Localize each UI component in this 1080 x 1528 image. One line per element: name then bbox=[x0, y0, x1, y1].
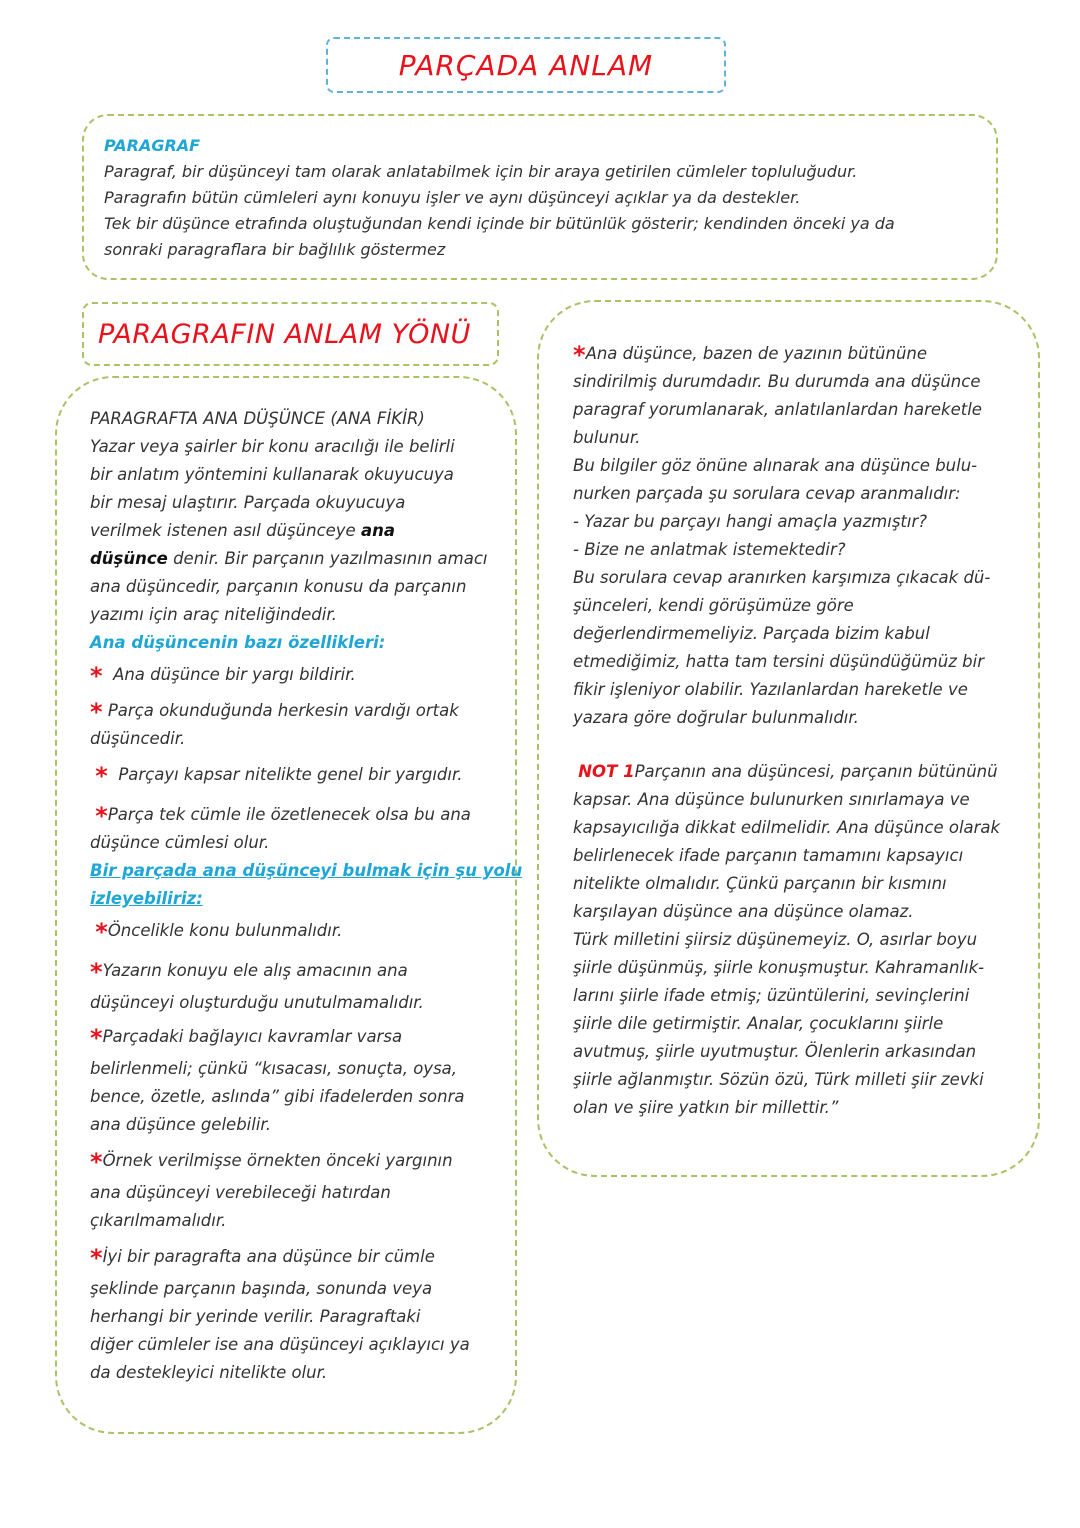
right-line: fikir işleniyor olabilir. Yazılanlardan hareketle ve bbox=[573, 680, 968, 699]
method-item-cont: ana düşünce gelebilir. bbox=[90, 1115, 271, 1134]
feature-item-cont: düşüncedir. bbox=[90, 729, 186, 748]
method-item-cont: çıkarılmamalıdır. bbox=[90, 1211, 227, 1230]
bold-term: düşünce bbox=[90, 549, 168, 568]
method-text: İyi bir paragrafta ana düşünce bir cümle bbox=[102, 1247, 435, 1266]
intro-line bbox=[90, 517, 510, 545]
intro-text: verilmek istenen asıl düşünceye bbox=[90, 521, 361, 540]
method-item bbox=[90, 1243, 510, 1271]
feature-item-cont: düşünce cümlesi olur. bbox=[90, 833, 270, 852]
right-line: değerlendirmemeliyiz. Parçada bizim kabul bbox=[573, 624, 930, 643]
star-icon: * bbox=[90, 1148, 103, 1176]
title-box bbox=[326, 37, 726, 93]
feature-item bbox=[90, 697, 510, 725]
star-icon: * bbox=[573, 341, 586, 369]
paragraf-line: Paragrafın bütün cümleleri aynı konuyu işler ve aynı düşünceyi açıklar ya da destekler. bbox=[104, 188, 801, 207]
paragraf-text bbox=[104, 159, 976, 263]
right-line: nurken parçada şu sorulara cevap aranmalıdır: bbox=[573, 484, 961, 503]
page-title: PARÇADA ANLAM bbox=[398, 48, 654, 82]
feature-text: Ana düşünce bir yargı bildirir. bbox=[113, 665, 356, 684]
right-line: bulunur. bbox=[573, 428, 641, 447]
method-title: izleyebiliriz: bbox=[90, 889, 203, 908]
right-line: sindirilmiş durumdadır. Bu durumda ana düşünce bbox=[573, 372, 981, 391]
star-icon: * bbox=[95, 918, 108, 946]
paragraf-line: sonraki paragraflara bir bağlılık göstermez bbox=[104, 240, 446, 259]
method-item bbox=[90, 957, 510, 985]
section-heading-box bbox=[82, 302, 499, 366]
intro-line: bir anlatım yöntemini kullanarak okuyucuya bbox=[90, 465, 454, 484]
star-icon: * bbox=[90, 1024, 103, 1052]
method-text: Örnek verilmişse örnekten önceki yargının bbox=[102, 1151, 453, 1170]
note-line: şiirle dile getirmiştir. Analar, çocuklarını şiirle bbox=[573, 1014, 944, 1033]
paragraf-box bbox=[82, 114, 998, 280]
right-line: - Bize ne anlatmak istemektedir? bbox=[573, 540, 846, 559]
paragraf-line: Tek bir düşünce etrafında oluştuğundan kendi içinde bir bütünlük gösterir; kendinden önceki ya da bbox=[104, 214, 895, 233]
right-line: etmediğimiz, hatta tam tersini düşündüğümüz bir bbox=[573, 652, 984, 671]
right-line: paragraf yorumlanarak, anlatılanlardan hareketle bbox=[573, 400, 982, 419]
left-column bbox=[90, 405, 523, 1387]
method-text: Parçadaki bağlayıcı kavramlar varsa bbox=[102, 1027, 403, 1046]
star-icon: * bbox=[90, 698, 103, 726]
method-item-cont: belirlenmeli; çünkü “kısacası, sonuçta, oysa, bbox=[90, 1059, 458, 1078]
note-line: avutmuş, şiirle uyutmuştur. Ölenlerin arkasından bbox=[573, 1042, 977, 1061]
note-line: olan ve şiire yatkın bir millettir.” bbox=[573, 1098, 839, 1117]
method-item bbox=[90, 1023, 510, 1051]
note-line: şiirle düşünmüş, şiirle konuşmuştur. Kahramanlık- bbox=[573, 958, 985, 977]
star-icon: * bbox=[90, 958, 103, 986]
star-icon: * bbox=[90, 1244, 103, 1272]
method-item-cont: herhangi bir yerinde verilir. Paragraftaki bbox=[90, 1307, 421, 1326]
note-line: kapsar. Ana düşünce bulunurken sınırlamaya ve bbox=[573, 790, 970, 809]
method-item-cont: diğer cümleler ise ana düşünceyi açıklayıcı ya bbox=[90, 1335, 470, 1354]
method-item-cont: da destekleyici nitelikte olur. bbox=[90, 1363, 328, 1382]
note-label: NOT 1 bbox=[578, 762, 635, 781]
method-item-cont: bence, özetle, aslında” gibi ifadelerden sonra bbox=[90, 1087, 465, 1106]
intro-line bbox=[90, 545, 510, 573]
paragraf-line: Paragraf, bir düşünceyi tam olarak anlatabilmek için bir araya getirilen cümleler topluluğudur. bbox=[104, 162, 858, 181]
method-item-cont: şeklinde parçanın başında, sonunda veya bbox=[90, 1279, 433, 1298]
star-icon: * bbox=[95, 762, 108, 790]
intro-line: bir mesaj ulaştırır. Parçada okuyucuya bbox=[90, 493, 406, 512]
right-line: - Yazar bu parçayı hangi amaçla yazmıştır? bbox=[573, 512, 928, 531]
note-text: Parçanın ana düşüncesi, parçanın bütününü bbox=[634, 762, 998, 781]
method-title: Bir parçada ana düşünceyi bulmak için şu yolu bbox=[90, 861, 523, 880]
feature-item bbox=[90, 661, 510, 689]
right-line: yazara göre doğrular bulunmalıdır. bbox=[573, 708, 859, 727]
method-text: Öncelikle konu bulunmalıdır. bbox=[107, 921, 343, 940]
section-heading: PARAGRAFIN ANLAM YÖNÜ bbox=[98, 318, 471, 350]
paragraf-label: PARAGRAF bbox=[104, 136, 201, 155]
note-line bbox=[573, 758, 1013, 786]
intro-text: denir. Bir parçanın yazılmasının amacı bbox=[167, 549, 488, 568]
right-line: şünceleri, kendi görüşümüze göre bbox=[573, 596, 854, 615]
right-text: Ana düşünce, bazen de yazının bütününe bbox=[585, 344, 928, 363]
note-line: larını şiirle ifade etmiş; üzüntülerini, sevinçlerini bbox=[573, 986, 970, 1005]
feature-item bbox=[90, 801, 510, 829]
method-item-cont: ana düşünceyi verebileceği hatırdan bbox=[90, 1183, 391, 1202]
method-text: Yazarın konuyu ele alış amacının ana bbox=[102, 961, 408, 980]
feature-text: Parça tek cümle ile özetlenecek olsa bu ana bbox=[107, 805, 471, 824]
note-line: belirlenecek ifade parçanın tamamını kapsayıcı bbox=[573, 846, 964, 865]
feature-item bbox=[90, 761, 510, 789]
feature-text: Parçayı kapsar nitelikte genel bir yargıdır. bbox=[118, 765, 463, 784]
intro-line: yazımı için araç niteliğindedir. bbox=[90, 605, 337, 624]
right-line: Bu sorulara cevap aranırken karşımıza çıkacak dü- bbox=[573, 568, 991, 587]
star-icon: * bbox=[90, 662, 103, 690]
subheading: PARAGRAFTA ANA DÜŞÜNCE (ANA FİKİR) bbox=[90, 409, 425, 428]
bold-term: ana bbox=[360, 521, 395, 540]
note-line: kapsayıcılığa dikkat edilmelidir. Ana düşünce olarak bbox=[573, 818, 1001, 837]
intro-line: Yazar veya şairler bir konu aracılığı ile belirli bbox=[90, 437, 455, 456]
intro-line: ana düşüncedir, parçanın konusu da parçanın bbox=[90, 577, 467, 596]
right-line: Bu bilgiler göz önüne alınarak ana düşünce bulu- bbox=[573, 456, 978, 475]
feature-text: Parça okunduğunda herkesin vardığı ortak bbox=[107, 701, 459, 720]
right-column bbox=[573, 340, 1013, 1122]
note-line: nitelikte olmalıdır. Çünkü parçanın bir kısmını bbox=[573, 874, 947, 893]
note-line: şiirle ağlanmıştır. Sözün özü, Türk milleti şiir zevki bbox=[573, 1070, 984, 1089]
star-icon: * bbox=[95, 802, 108, 830]
method-item bbox=[90, 1147, 510, 1175]
method-item-cont: düşünceyi oluşturduğu unutulmamalıdır. bbox=[90, 993, 424, 1012]
right-line bbox=[573, 340, 1013, 368]
features-title: Ana düşüncenin bazı özellikleri: bbox=[90, 633, 386, 652]
note-line: Türk milletini şiirsiz düşünemeyiz. O, asırlar boyu bbox=[573, 930, 978, 949]
note-line: karşılayan düşünce ana düşünce olamaz. bbox=[573, 902, 914, 921]
method-item bbox=[90, 917, 510, 945]
